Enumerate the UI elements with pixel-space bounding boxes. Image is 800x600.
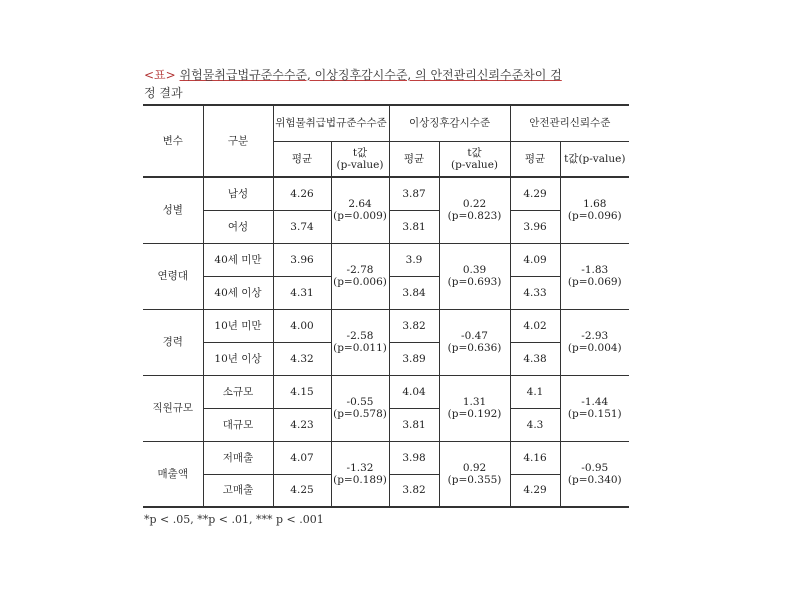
header-p-label: (p-value) <box>336 158 384 171</box>
t-p-cell-3 <box>560 177 629 243</box>
header-mean-3: 평균 <box>510 141 560 177</box>
t-p-cell-2 <box>439 309 510 375</box>
mean-value-2: 3.98 <box>389 441 439 474</box>
significance-footnote: *p < .05, **p < .01, *** p < .001 <box>144 513 324 526</box>
header-t-p-1 <box>331 141 389 177</box>
caption-label: <표> <box>144 68 176 82</box>
header-row-1 <box>143 105 629 141</box>
t-value: -0.55 <box>346 396 374 408</box>
header-t-p-2 <box>439 141 510 177</box>
variable-name: 경력 <box>143 309 203 375</box>
t-value: -2.58 <box>346 330 374 342</box>
header-t-label: t값 <box>352 146 368 159</box>
mean-value-3: 4.33 <box>510 276 560 309</box>
t-p-cell-2 <box>439 243 510 309</box>
t-value: 0.39 <box>462 264 487 276</box>
t-p-cell-1 <box>331 375 389 441</box>
mean-value-3: 4.1 <box>510 375 560 408</box>
mean-value-2: 3.9 <box>389 243 439 276</box>
t-p-cell-1 <box>331 177 389 243</box>
category-label: 남성 <box>203 177 273 210</box>
t-value: -2.93 <box>581 330 609 342</box>
p-value: (p=0.011) <box>333 342 387 354</box>
header-p-label: (p-value) <box>451 158 499 171</box>
t-value: 0.92 <box>462 461 487 474</box>
table-row <box>143 243 629 276</box>
caption-line-1 <box>144 66 584 84</box>
header-measure3: 안전관리신뢰수준 <box>510 105 629 141</box>
mean-value-1: 4.32 <box>273 342 331 375</box>
mean-value-3: 4.29 <box>510 474 560 507</box>
category-label: 40세 미만 <box>203 243 273 276</box>
header-mean-1: 평균 <box>273 141 331 177</box>
mean-value-1: 4.23 <box>273 408 331 441</box>
t-p-cell-3 <box>560 441 629 507</box>
mean-value-3: 4.09 <box>510 243 560 276</box>
t-p-cell-1 <box>331 441 389 507</box>
mean-value-1: 3.74 <box>273 210 331 243</box>
mean-value-2: 3.81 <box>389 408 439 441</box>
category-label: 소규모 <box>203 375 273 408</box>
table-caption <box>144 66 584 102</box>
mean-value-3: 3.96 <box>510 210 560 243</box>
t-p-cell-3 <box>560 375 629 441</box>
category-label: 40세 이상 <box>203 276 273 309</box>
header-measure1: 위험물취급법규준수수준 <box>273 105 389 141</box>
mean-value-1: 4.00 <box>273 309 331 342</box>
p-value: (p=0.355) <box>447 473 502 486</box>
p-value: (p=0.069) <box>567 276 622 288</box>
header-category: 구분 <box>203 105 273 177</box>
mean-value-1: 4.15 <box>273 375 331 408</box>
table-row <box>143 375 629 408</box>
p-value: (p=0.009) <box>333 210 387 223</box>
caption-title: 위험물취급법규준수수준, 이상징후감시수준, 의 안전관리신뢰수준차이 검 <box>179 68 562 82</box>
category-label: 10년 미만 <box>203 309 273 342</box>
t-p-cell-1 <box>331 243 389 309</box>
mean-value-2: 4.04 <box>389 375 439 408</box>
t-value: -0.47 <box>461 330 488 342</box>
t-value: -1.32 <box>346 461 374 474</box>
mean-value-1: 4.07 <box>273 441 331 474</box>
p-value: (p=0.096) <box>567 210 622 223</box>
t-value: 1.31 <box>462 396 487 408</box>
mean-value-1: 3.96 <box>273 243 331 276</box>
category-label: 대규모 <box>203 408 273 441</box>
mean-value-3: 4.29 <box>510 177 560 210</box>
header-mean-2: 평균 <box>389 141 439 177</box>
variable-name: 매출액 <box>143 441 203 507</box>
header-measure2: 이상징후감시수준 <box>389 105 510 141</box>
t-p-cell-2 <box>439 441 510 507</box>
t-p-cell-2 <box>439 375 510 441</box>
mean-value-2: 3.82 <box>389 474 439 507</box>
table-row <box>143 177 629 210</box>
category-label: 여성 <box>203 210 273 243</box>
t-p-cell-2 <box>439 177 510 243</box>
category-label: 10년 이상 <box>203 342 273 375</box>
header-t-label: t값 <box>467 146 482 159</box>
t-value: 1.68 <box>583 198 607 211</box>
variable-name: 연령대 <box>143 243 203 309</box>
t-value: 0.22 <box>462 198 487 211</box>
table-row <box>143 441 629 474</box>
mean-value-3: 4.02 <box>510 309 560 342</box>
p-value: (p=0.578) <box>333 408 387 420</box>
category-label: 저매출 <box>203 441 273 474</box>
variable-name: 성별 <box>143 177 203 243</box>
header-t-p-3: t값(p-value) <box>560 141 629 177</box>
t-p-cell-3 <box>560 309 629 375</box>
t-value: 2.64 <box>348 198 372 211</box>
caption-line-2: 정 결과 <box>144 86 183 100</box>
mean-value-3: 4.16 <box>510 441 560 474</box>
p-value: (p=0.004) <box>567 342 622 354</box>
header-variable: 변수 <box>143 105 203 177</box>
t-value: -0.95 <box>581 461 609 474</box>
t-value: -1.44 <box>581 396 609 408</box>
mean-value-1: 4.26 <box>273 177 331 210</box>
mean-value-3: 4.3 <box>510 408 560 441</box>
results-table <box>143 104 629 508</box>
mean-value-2: 3.81 <box>389 210 439 243</box>
t-p-cell-3 <box>560 243 629 309</box>
p-value: (p=0.636) <box>447 342 502 354</box>
p-value: (p=0.189) <box>333 473 387 486</box>
p-value: (p=0.340) <box>567 473 622 486</box>
mean-value-2: 3.89 <box>389 342 439 375</box>
p-value: (p=0.823) <box>447 210 502 223</box>
p-value: (p=0.006) <box>333 276 387 288</box>
mean-value-2: 3.87 <box>389 177 439 210</box>
variable-name: 직원규모 <box>143 375 203 441</box>
mean-value-2: 3.82 <box>389 309 439 342</box>
p-value: (p=0.192) <box>447 408 502 420</box>
t-value: -1.83 <box>581 264 609 276</box>
p-value: (p=0.693) <box>447 276 502 288</box>
mean-value-1: 4.31 <box>273 276 331 309</box>
mean-value-1: 4.25 <box>273 474 331 507</box>
mean-value-3: 4.38 <box>510 342 560 375</box>
p-value: (p=0.151) <box>567 408 622 420</box>
t-p-cell-1 <box>331 309 389 375</box>
table-row <box>143 309 629 342</box>
category-label: 고매출 <box>203 474 273 507</box>
t-value: -2.78 <box>346 264 374 276</box>
mean-value-2: 3.84 <box>389 276 439 309</box>
